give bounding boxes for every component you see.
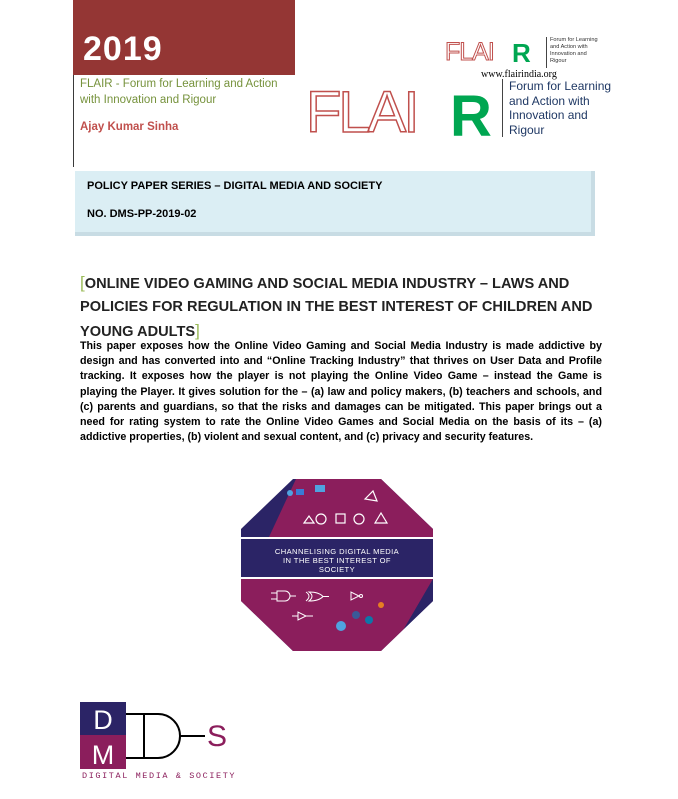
- flair-logo-big-r: R: [450, 84, 492, 140]
- dms-letter-s: S: [207, 720, 228, 753]
- year-banner: [73, 0, 295, 75]
- dms-letter-d: D: [93, 705, 113, 735]
- big-tagline-line: Innovation and: [509, 108, 588, 122]
- org-name-line2: with Innovation and Rigour: [80, 94, 217, 106]
- flair-logo-small: [444, 36, 544, 66]
- policy-series-title: POLICY PAPER SERIES – DIGITAL MEDIA AND SOCIETY: [87, 180, 383, 192]
- small-tagline-line: Innovation and: [550, 51, 587, 57]
- dms-letter-m: M: [91, 740, 115, 770]
- dms-caption: DIGITAL MEDIA & SOCIETY: [82, 771, 237, 781]
- policy-number: NO. DMS-PP-2019-02: [87, 208, 197, 220]
- flair-logo-small-letters: FLAI: [445, 38, 494, 66]
- title-open-bracket: [: [80, 273, 85, 292]
- year-label: 2019: [83, 30, 163, 68]
- dms-logo: [80, 702, 255, 782]
- emblem-line3: SOCIETY: [318, 565, 356, 574]
- author-name: Ajay Kumar Sinha: [80, 121, 179, 133]
- website-link[interactable]: www.flairindia.org: [481, 69, 557, 80]
- title-close-bracket: ]: [195, 321, 200, 340]
- big-tagline-line: Forum for Learning: [509, 79, 612, 93]
- emblem-line1: CHANNELISING DIGITAL MEDIA: [274, 547, 400, 556]
- flair-small-tagline: [546, 37, 646, 68]
- policy-series-box: [75, 171, 595, 236]
- big-tagline-line: and Action with: [509, 93, 590, 108]
- big-tagline-line: Rigour: [509, 122, 545, 137]
- small-tagline-line: Rigour: [550, 58, 567, 64]
- small-tagline-line: and Action with: [550, 44, 588, 50]
- dms-emblem: [241, 479, 433, 651]
- emblem-line2: IN THE BEST INTEREST OF: [283, 556, 391, 565]
- flair-big-tagline: [502, 79, 622, 137]
- flair-logo-big-letters: FLAI: [306, 80, 417, 140]
- abstract-paragraph: This paper exposes how the Online Video Gaming and Social Media Industry is made addictive by design and has converted into and “Online Tracking Industry” that thrives on User Data and Profile tracking. It exposes how the player is not playing the Online Video Game – instead the Game is playing the Player. It gives solution for the – (a) law and policy makers, (b) teachers and schools, and (c) parents and guardians, so that the risks and damages can be mitigated. This paper brings out a need for rating system to rate the Online Video Games and Social Media on the basis of its – (a) addictive properties, (b) violent and sexual content, and (c) privacy and security features.: [80, 340, 602, 444]
- header-divider: [73, 75, 74, 167]
- flair-logo-big: [305, 80, 500, 140]
- flair-logo-small-r: R: [512, 38, 531, 66]
- org-name-line1: FLAIR - Forum for Learning and Action: [80, 78, 278, 90]
- title-text: ONLINE VIDEO GAMING AND SOCIAL MEDIA INDUSTRY – LAWS AND POLICIES FOR REGULATION IN THE BEST INTEREST OF CHILDREN AND YOUNG ADULTS: [80, 276, 593, 340]
- paper-title: [80, 271, 602, 344]
- org-name: [80, 76, 278, 108]
- small-tagline-line: Forum for Learning: [550, 37, 598, 43]
